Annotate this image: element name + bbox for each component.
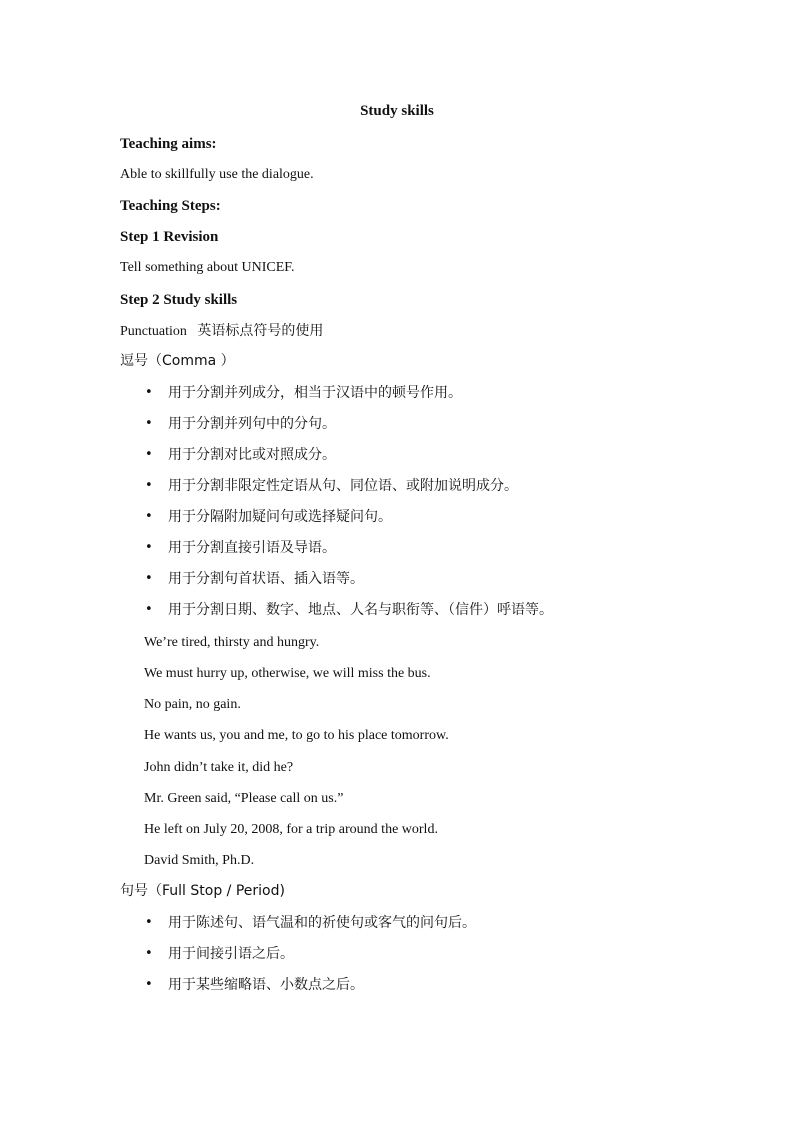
- list-item: 用于某些缩略语、小数点之后。: [168, 977, 364, 993]
- list-item: 用于分割日期、数字、地点、人名与职衔等、（信件）呼语等。: [168, 602, 553, 618]
- teaching-aims-heading: Teaching aims:: [120, 136, 217, 152]
- bullet-icon: •: [145, 540, 153, 555]
- teaching-steps-heading: Teaching Steps:: [120, 198, 221, 214]
- list-item: 用于分割对比或对照成分。: [168, 447, 336, 463]
- example-sentence: He left on July 20, 2008, for a trip around the world.: [144, 822, 438, 837]
- bullet-icon: •: [145, 977, 153, 992]
- bullet-icon: •: [145, 509, 153, 524]
- example-sentence: No pain, no gain.: [144, 697, 241, 712]
- list-item: 用于分割非限定性定语从句、同位语、或附加说明成分。: [168, 478, 518, 494]
- bullet-icon: •: [145, 915, 153, 930]
- list-item: 用于分割并列句中的分句。: [168, 416, 336, 432]
- period-heading: 句号（Full Stop / Period): [120, 883, 285, 899]
- comma-heading: 逗号（Comma ）: [120, 353, 235, 369]
- example-sentence: We’re tired, thirsty and hungry.: [144, 635, 320, 650]
- example-sentence: David Smith, Ph.D.: [144, 853, 255, 868]
- list-item: 用于陈述句、语气温和的祈使句或客气的问句后。: [168, 915, 476, 931]
- example-sentence: We must hurry up, otherwise, we will miss the bus.: [144, 666, 431, 681]
- list-item: 用于分割句首状语、插入语等。: [168, 571, 364, 587]
- example-sentence: John didn’t take it, did he?: [144, 760, 294, 775]
- page-title: Study skills: [360, 103, 434, 119]
- bullet-icon: •: [145, 385, 153, 400]
- bullet-icon: •: [145, 416, 153, 431]
- bullet-icon: •: [145, 602, 153, 617]
- example-sentence: Mr. Green said, “Please call on us.”: [144, 791, 344, 806]
- bullet-icon: •: [145, 946, 153, 961]
- step2-intro-en: Punctuation: [120, 324, 187, 339]
- step2-intro: [120, 321, 323, 342]
- list-item: 用于间接引语之后。: [168, 946, 294, 962]
- list-item: 用于分隔附加疑问句或选择疑问句。: [168, 509, 392, 525]
- bullet-icon: •: [145, 447, 153, 462]
- list-item: 用于分割直接引语及导语。: [168, 540, 336, 556]
- list-item: 用于分割并列成分，相当于汉语中的顿号作用。: [168, 385, 462, 401]
- step1-heading: Step 1 Revision: [120, 229, 219, 245]
- teaching-aims-text: Able to skillfully use the dialogue.: [120, 167, 314, 182]
- bullet-icon: •: [145, 478, 153, 493]
- bullet-icon: •: [145, 571, 153, 586]
- step2-intro-cn: 英语标点符号的使用: [197, 323, 324, 339]
- example-sentence: He wants us, you and me, to go to his place tomorrow.: [144, 728, 449, 743]
- step1-text: Tell something about UNICEF.: [120, 260, 295, 275]
- step2-heading: Step 2 Study skills: [120, 292, 238, 308]
